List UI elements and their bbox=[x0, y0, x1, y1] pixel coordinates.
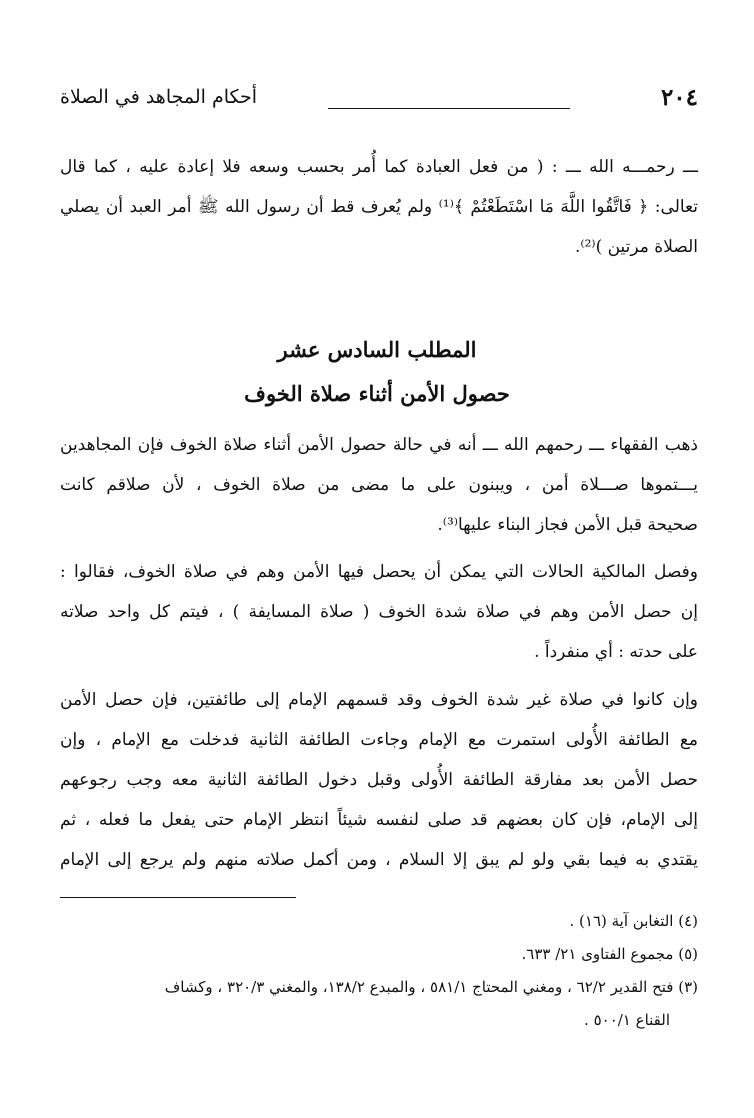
footnote-separator bbox=[60, 897, 296, 898]
text-line: يـــتموها صـــلاة أمن ، ويبنون على ما مضى من صلاة الخوف ، لأن صلاقم كانت bbox=[60, 475, 698, 495]
section-heading: المطلب السادس عشر bbox=[277, 337, 477, 362]
text-line: الصلاة مرتين )⁽²⁾. bbox=[574, 237, 698, 257]
footnotes bbox=[60, 905, 698, 1037]
text-line: وإن كانوا في صلاة غير شدة الخوف وقد قسمهم الإمام إلى طائفتين، فإن حصل الأمن bbox=[60, 690, 698, 710]
running-title: أحكام المجاهد في الصلاة bbox=[60, 86, 258, 108]
page-header bbox=[60, 84, 698, 120]
text-line: وفصل المالكية الحالات التي يمكن أن يحصل فيها الأمن وهم في صلاة الخوف، فقالوا : bbox=[60, 562, 698, 582]
paragraph bbox=[60, 425, 698, 545]
text-line: إلى الإمام، فإن كان بعضهم قد صلى لنفسه شيئاً انتظر الإمام حتى يفعل ما فعله ، ثم bbox=[60, 810, 698, 830]
text-line: صحيحة قبل الأمن فجاز البناء عليها⁽³⁾. bbox=[437, 515, 698, 535]
footnote: (٣) فتح القدير ٦٢/٢ ، ومغني المحتاج ٥٨١/١ ، والمبدع ١٣٨/٢، والمغني ٣٢٠/٣ ، وكشاف bbox=[164, 978, 698, 996]
intro-paragraph bbox=[60, 147, 698, 267]
text-line: ذهب الفقهاء ـــ رحمهم الله ـــ أنه في حالة حصول الأمن أثناء صلاة الخوف فإن المجاهدين bbox=[60, 435, 698, 455]
footnote: (٤) التغابن آية (١٦) . bbox=[569, 912, 698, 930]
text-line: يقتدي به فيما بقي ولو لم يبق إلا السلام ، ومن أكمل صلاته منهم ولم يرجع إلى الإمام bbox=[60, 850, 698, 870]
text-line: ـــ رحمـــه الله ـــ : ( من فعل العبادة كما أُمر بحسب وسعه فلا إعادة عليه ، كما قال bbox=[60, 157, 698, 177]
paragraph bbox=[60, 680, 698, 880]
text-line: على حدته : أي منفرداً . bbox=[534, 642, 698, 662]
text-line: مع الطائفة الأُولى استمرت مع الإمام وجاءت الطائفة الثانية فدخلت مع الإمام ، وإن bbox=[60, 730, 698, 750]
footnote: (٥) مجموع الفتاوى ٢١/ ٦٣٣. bbox=[521, 945, 698, 963]
text-line: إن حصل الأمن وهم في صلاة شدة الخوف ( صلاة المسايفة ) ، فيتم كل واحد صلاته bbox=[60, 602, 698, 622]
header-rule bbox=[328, 108, 570, 109]
footnote-continuation: القناع ٥٠٠/١ . bbox=[584, 1011, 670, 1029]
section-subheading: حصول الأمن أثناء صلاة الخوف bbox=[244, 381, 510, 406]
text-line: حصل الأمن بعد مفارقة الطائفة الأُولى وقبل دخول الطائفة الثانية معه وجب رجوعهم bbox=[60, 770, 698, 790]
page-number: ٢٠٤ bbox=[660, 84, 698, 111]
text-line: تعالى: ﴿ فَاتَّقُوا اللَّهَ مَا اسْتَطَعْتُمْ ﴾⁽¹⁾ ولم يُعرف قط أن رسول الله ﷺ أمر العبد أن يصلي bbox=[60, 197, 698, 217]
paragraph bbox=[60, 552, 698, 672]
